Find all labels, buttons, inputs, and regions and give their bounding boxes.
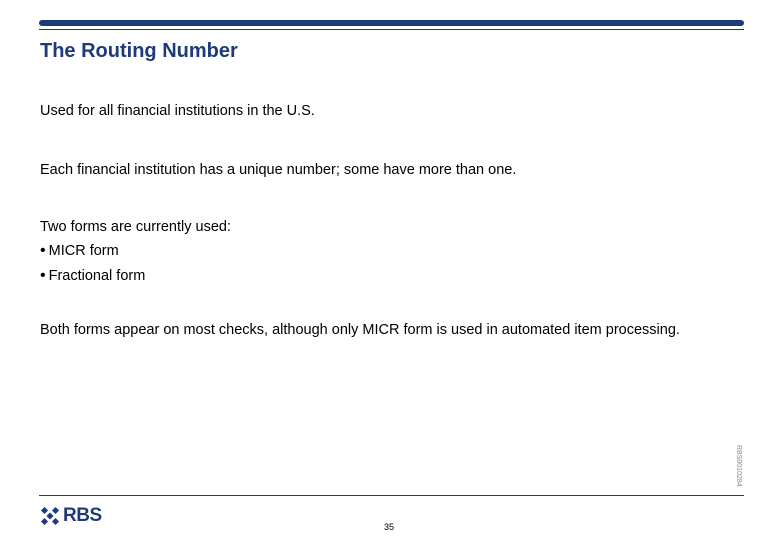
- paragraph-unique-number: Each financial institution has a unique number; some have more than one.: [40, 162, 517, 178]
- document-id: RBS0010284: [735, 445, 742, 487]
- paragraph-institutions: Used for all financial institutions in the U.S.: [40, 103, 315, 119]
- top-rule-thin: [39, 29, 744, 30]
- logo-text: RBS: [63, 505, 102, 526]
- bottom-rule: [39, 495, 744, 496]
- rbs-logo-icon: [40, 506, 60, 526]
- top-rule: [39, 20, 744, 26]
- bullet-icon: •: [40, 242, 46, 259]
- rbs-logo: [40, 506, 102, 526]
- page-number: 35: [384, 522, 395, 532]
- bullet-icon: •: [40, 267, 46, 284]
- bullet-item-label: Fractional form: [48, 268, 146, 284]
- paragraph-both-forms: Both forms appear on most checks, although only MICR form is used in automated item processing.: [40, 322, 680, 338]
- bullet-item-fractional: [40, 266, 145, 286]
- bullet-item-label: MICR form: [48, 243, 119, 259]
- paragraph-two-forms: Two forms are currently used:: [40, 219, 231, 235]
- bullet-item-micr: [40, 241, 119, 261]
- page-title: The Routing Number: [40, 40, 238, 62]
